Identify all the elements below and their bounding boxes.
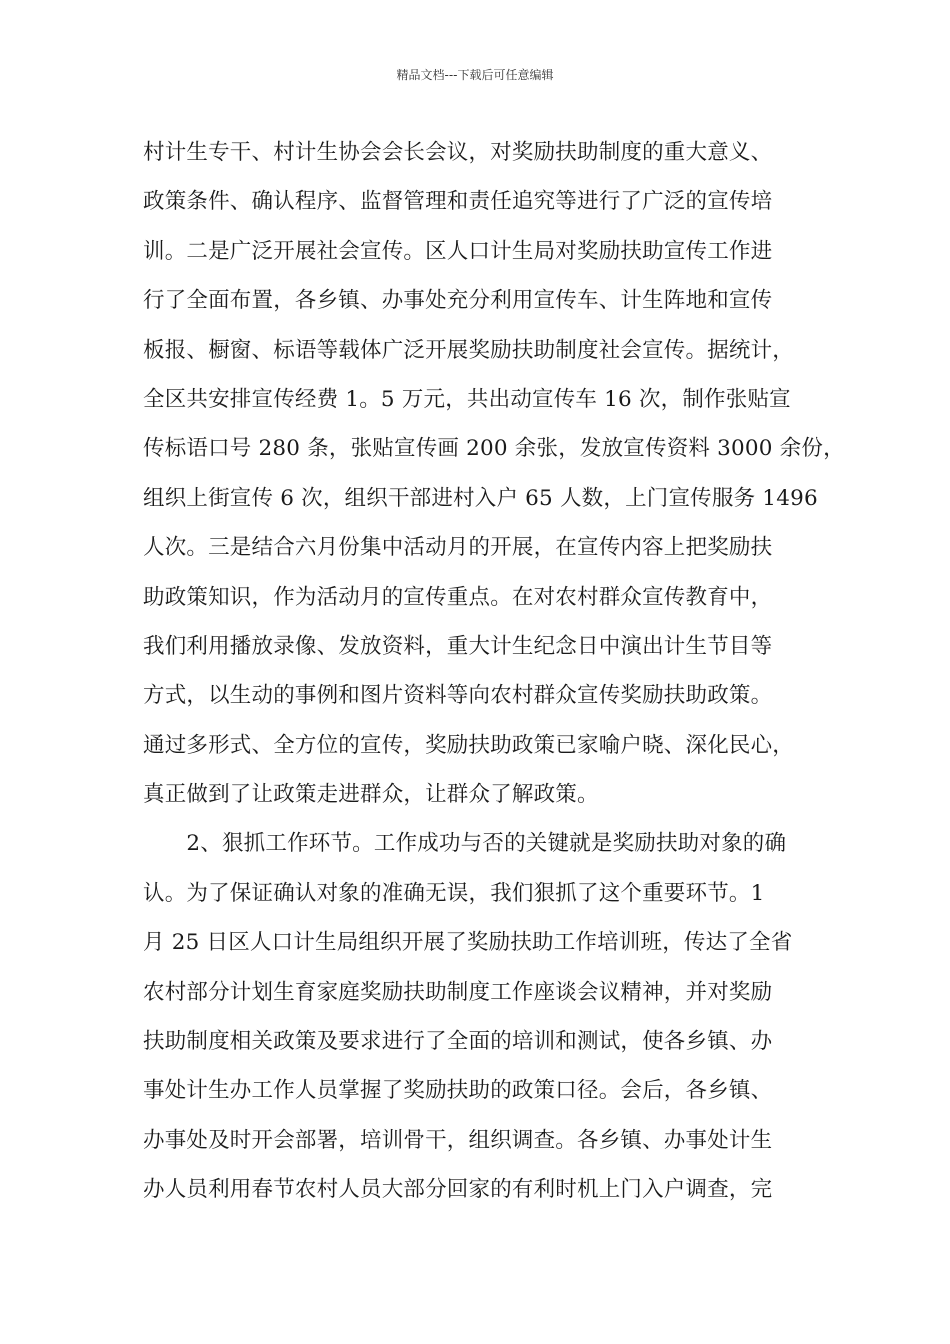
text-line: 月 25 日区人口计生局组织开展了奖励扶助工作培训班，传达了全省 [143, 930, 793, 956]
text-line: 真正做到了让政策走进群众，让群众了解政策。 [143, 782, 599, 808]
text-line: 助政策知识，作为活动月的宣传重点。在对农村群众宣传教育中， [143, 584, 773, 610]
page-header: 精品文档---下载后可任意编辑 [396, 68, 554, 82]
text-line: 事处计生办工作人员掌握了奖励扶助的政策口径。会后，各乡镇、 [143, 1078, 773, 1104]
text-line: 村计生专干、村计生协会会长会议，对奖励扶助制度的重大意义、 [143, 140, 773, 165]
text-line: 传标语口号 280 条，张贴宣传画 200 余张，发放宣传资料 3000 余份， [143, 436, 845, 462]
paragraph-start-line: 2、狠抓工作环节。工作成功与否的关键就是奖励扶助对象的确 [143, 831, 787, 857]
text-line: 我们利用播放录像、发放资料，重大计生纪念日中演出计生节目等 [143, 633, 773, 659]
text-line: 板报、橱窗、标语等载体广泛开展奖励扶助制度社会宣传。据统计， [143, 337, 795, 363]
text-line: 行了全面布置，各乡镇、办事处充分利用宣传车、计生阵地和宣传 [143, 288, 773, 314]
body-text [143, 128, 845, 1215]
text-line: 人次。三是结合六月份集中活动月的开展，在宣传内容上把奖励扶 [143, 535, 773, 561]
text-line: 组织上街宣传 6 次，组织干部进村入户 65 人数，上门宣传服务 1496 [143, 485, 818, 511]
text-line: 农村部分计划生育家庭奖励扶助制度工作座谈会议精神，并对奖励 [143, 979, 773, 1005]
text-line: 办事处及时开会部署，培训骨干，组织调查。各乡镇、办事处计生 [143, 1127, 773, 1153]
text-line: 认。为了保证确认对象的准确无误，我们狠抓了这个重要环节。1 [143, 880, 765, 906]
text-line: 扶助制度相关政策及要求进行了全面的培训和测试，使各乡镇、办 [143, 1029, 773, 1055]
text-line: 政策条件、确认程序、监督管理和责任追究等进行了广泛的宣传培 [143, 189, 773, 215]
text-line: 办人员利用春节农村人员大部分回家的有利时机上门入户调查，完 [143, 1177, 773, 1203]
text-line: 训。二是广泛开展社会宣传。区人口计生局对奖励扶助宣传工作进 [143, 238, 773, 264]
text-line: 全区共安排宣传经费 1。5 万元，共出动宣传车 16 次，制作张贴宣 [143, 386, 791, 412]
text-line: 方式，以生动的事例和图片资料等向农村群众宣传奖励扶助政策。 [143, 683, 773, 709]
text-line: 通过多形式、全方位的宣传，奖励扶助政策已家喻户晓、深化民心， [143, 732, 795, 758]
